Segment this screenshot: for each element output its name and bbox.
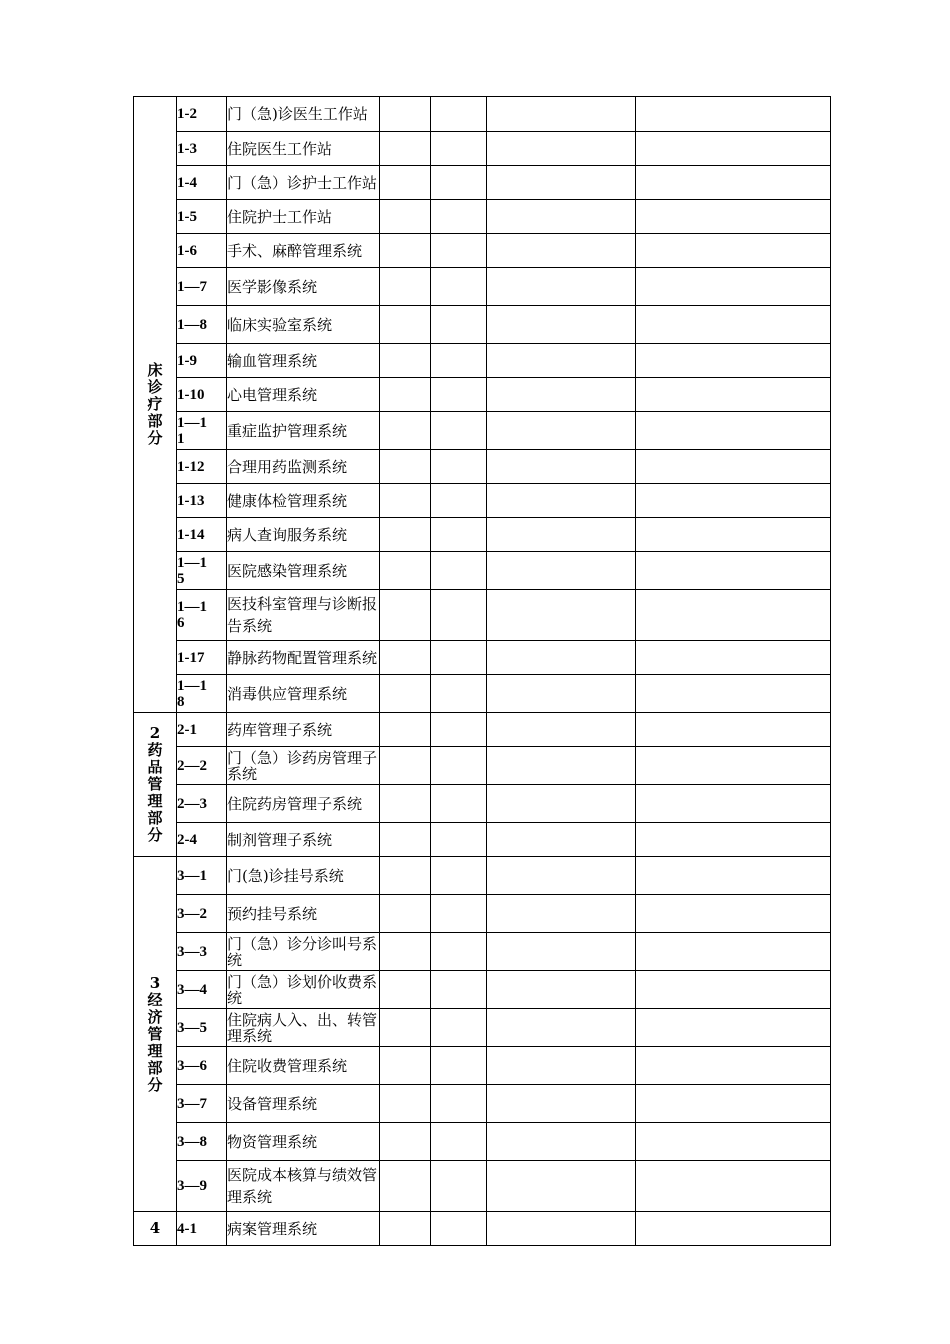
blank-cell xyxy=(431,1161,487,1212)
item-name: 住院病人入、出、转管理系统 xyxy=(227,1009,380,1047)
blank-cell xyxy=(487,933,636,971)
blank-cell xyxy=(636,971,831,1009)
blank-cell xyxy=(380,971,431,1009)
section-cell xyxy=(134,713,177,857)
item-code: 1—18 xyxy=(177,675,227,713)
blank-cell xyxy=(487,200,636,234)
item-code: 1—8 xyxy=(177,306,227,344)
item-code: 1-6 xyxy=(177,234,227,268)
item-name: 设备管理系统 xyxy=(227,1085,380,1123)
item-code: 1—7 xyxy=(177,268,227,306)
blank-cell xyxy=(487,344,636,378)
item-name: 门（急)诊医生工作站 xyxy=(227,97,380,132)
blank-cell xyxy=(380,1009,431,1047)
blank-cell xyxy=(636,200,831,234)
blank-cell xyxy=(431,518,487,552)
blank-cell xyxy=(431,306,487,344)
blank-cell xyxy=(487,166,636,200)
blank-cell xyxy=(636,234,831,268)
blank-cell xyxy=(380,378,431,412)
blank-cell xyxy=(636,590,831,641)
blank-cell xyxy=(487,1123,636,1161)
blank-cell xyxy=(431,200,487,234)
blank-cell xyxy=(380,306,431,344)
item-name: 临床实验室系统 xyxy=(227,306,380,344)
item-code: 1-14 xyxy=(177,518,227,552)
blank-cell xyxy=(431,378,487,412)
blank-cell xyxy=(487,857,636,895)
blank-cell xyxy=(487,412,636,450)
blank-cell xyxy=(380,747,431,785)
blank-cell xyxy=(431,747,487,785)
item-name: 制剂管理子系统 xyxy=(227,823,380,857)
blank-cell xyxy=(380,713,431,747)
blank-cell xyxy=(487,641,636,675)
item-code: 3—9 xyxy=(177,1161,227,1212)
item-code: 1—16 xyxy=(177,590,227,641)
blank-cell xyxy=(380,933,431,971)
item-code: 1-5 xyxy=(177,200,227,234)
blank-cell xyxy=(636,641,831,675)
item-name: 医院成本核算与绩效管理系统 xyxy=(227,1161,380,1212)
blank-cell xyxy=(431,552,487,590)
item-code: 3—1 xyxy=(177,857,227,895)
blank-cell xyxy=(636,166,831,200)
item-code: 2—2 xyxy=(177,747,227,785)
section-cell xyxy=(134,857,177,1212)
section-label: 2药品管理部分 xyxy=(147,724,163,844)
section-label: 4 xyxy=(149,1219,161,1237)
item-name: 病案管理系统 xyxy=(227,1212,380,1246)
blank-cell xyxy=(431,785,487,823)
blank-cell xyxy=(636,675,831,713)
item-code: 3—3 xyxy=(177,933,227,971)
blank-cell xyxy=(636,132,831,166)
item-name: 合理用药监测系统 xyxy=(227,450,380,484)
item-code: 1-13 xyxy=(177,484,227,518)
blank-cell xyxy=(431,823,487,857)
blank-cell xyxy=(636,1161,831,1212)
blank-cell xyxy=(636,268,831,306)
blank-cell xyxy=(380,412,431,450)
blank-cell xyxy=(380,268,431,306)
blank-cell xyxy=(380,823,431,857)
item-code: 3—7 xyxy=(177,1085,227,1123)
item-name: 门（急）诊分诊叫号系统 xyxy=(227,933,380,971)
item-code: 2—3 xyxy=(177,785,227,823)
section-cell xyxy=(134,97,177,713)
blank-cell xyxy=(487,306,636,344)
blank-cell xyxy=(380,1161,431,1212)
item-name: 门（急）诊护士工作站 xyxy=(227,166,380,200)
item-code: 1—11 xyxy=(177,412,227,450)
item-name: 消毒供应管理系统 xyxy=(227,675,380,713)
item-code: 3—6 xyxy=(177,1047,227,1085)
blank-cell xyxy=(487,1085,636,1123)
blank-cell xyxy=(431,1047,487,1085)
blank-cell xyxy=(636,412,831,450)
blank-cell xyxy=(636,306,831,344)
item-code: 3—2 xyxy=(177,895,227,933)
blank-cell xyxy=(636,1009,831,1047)
item-name: 药库管理子系统 xyxy=(227,713,380,747)
item-code: 3—8 xyxy=(177,1123,227,1161)
blank-cell xyxy=(380,234,431,268)
blank-cell xyxy=(636,552,831,590)
blank-cell xyxy=(380,1085,431,1123)
blank-cell xyxy=(636,895,831,933)
item-code: 3—5 xyxy=(177,1009,227,1047)
blank-cell xyxy=(636,484,831,518)
blank-cell xyxy=(431,1123,487,1161)
blank-cell xyxy=(431,857,487,895)
item-code: 1-4 xyxy=(177,166,227,200)
blank-cell xyxy=(487,1047,636,1085)
blank-cell xyxy=(431,132,487,166)
item-name: 医学影像系统 xyxy=(227,268,380,306)
blank-cell xyxy=(380,200,431,234)
item-code: 1-17 xyxy=(177,641,227,675)
blank-cell xyxy=(431,1085,487,1123)
blank-cell xyxy=(636,518,831,552)
item-name: 输血管理系统 xyxy=(227,344,380,378)
item-name: 医技科室管理与诊断报告系统 xyxy=(227,590,380,641)
blank-cell xyxy=(487,823,636,857)
blank-cell xyxy=(636,713,831,747)
blank-cell xyxy=(487,747,636,785)
blank-cell xyxy=(487,1212,636,1246)
item-code: 2-1 xyxy=(177,713,227,747)
blank-cell xyxy=(636,747,831,785)
blank-cell xyxy=(431,590,487,641)
item-code: 1-9 xyxy=(177,344,227,378)
blank-cell xyxy=(431,641,487,675)
blank-cell xyxy=(487,132,636,166)
blank-cell xyxy=(487,785,636,823)
blank-cell xyxy=(380,895,431,933)
blank-cell xyxy=(487,450,636,484)
blank-cell xyxy=(636,378,831,412)
blank-cell xyxy=(487,97,636,132)
item-name: 门（急）诊划价收费系统 xyxy=(227,971,380,1009)
blank-cell xyxy=(431,450,487,484)
item-name: 心电管理系统 xyxy=(227,378,380,412)
blank-cell xyxy=(380,450,431,484)
blank-cell xyxy=(431,166,487,200)
blank-cell xyxy=(380,785,431,823)
blank-cell xyxy=(636,344,831,378)
blank-cell xyxy=(487,552,636,590)
item-name: 住院护士工作站 xyxy=(227,200,380,234)
blank-cell xyxy=(380,641,431,675)
blank-cell xyxy=(431,412,487,450)
blank-cell xyxy=(487,675,636,713)
blank-cell xyxy=(431,484,487,518)
item-name: 住院药房管理子系统 xyxy=(227,785,380,823)
blank-cell xyxy=(380,857,431,895)
blank-cell xyxy=(380,552,431,590)
section-label: 3经济管理部分 xyxy=(147,973,163,1094)
item-name: 住院医生工作站 xyxy=(227,132,380,166)
blank-cell xyxy=(380,590,431,641)
blank-cell xyxy=(487,378,636,412)
blank-cell xyxy=(487,590,636,641)
item-name: 物资管理系统 xyxy=(227,1123,380,1161)
blank-cell xyxy=(636,1123,831,1161)
blank-cell xyxy=(487,268,636,306)
blank-cell xyxy=(431,895,487,933)
blank-cell xyxy=(636,1047,831,1085)
item-name: 住院收费管理系统 xyxy=(227,1047,380,1085)
blank-cell xyxy=(380,675,431,713)
item-name: 门(急)诊挂号系统 xyxy=(227,857,380,895)
blank-cell xyxy=(487,484,636,518)
blank-cell xyxy=(487,1009,636,1047)
item-code: 2-4 xyxy=(177,823,227,857)
blank-cell xyxy=(380,344,431,378)
system-list-table xyxy=(133,96,831,1246)
item-code: 4-1 xyxy=(177,1212,227,1246)
blank-cell xyxy=(380,132,431,166)
blank-cell xyxy=(636,933,831,971)
section-label: 床诊疗部分 xyxy=(147,361,163,447)
blank-cell xyxy=(487,895,636,933)
item-code: 1-3 xyxy=(177,132,227,166)
item-name: 病人查询服务系统 xyxy=(227,518,380,552)
blank-cell xyxy=(487,971,636,1009)
item-name: 静脉药物配置管理系统 xyxy=(227,641,380,675)
blank-cell xyxy=(431,234,487,268)
item-name: 重症监护管理系统 xyxy=(227,412,380,450)
blank-cell xyxy=(431,675,487,713)
blank-cell xyxy=(380,1123,431,1161)
blank-cell xyxy=(380,1212,431,1246)
item-code: 1—15 xyxy=(177,552,227,590)
blank-cell xyxy=(487,1161,636,1212)
blank-cell xyxy=(431,268,487,306)
blank-cell xyxy=(431,344,487,378)
blank-cell xyxy=(636,1212,831,1246)
item-name: 手术、麻醉管理系统 xyxy=(227,234,380,268)
item-code: 1-2 xyxy=(177,97,227,132)
blank-cell xyxy=(431,713,487,747)
blank-cell xyxy=(431,971,487,1009)
blank-cell xyxy=(380,484,431,518)
blank-cell xyxy=(380,166,431,200)
blank-cell xyxy=(431,1009,487,1047)
blank-cell xyxy=(636,857,831,895)
item-name: 预约挂号系统 xyxy=(227,895,380,933)
blank-cell xyxy=(636,1085,831,1123)
blank-cell xyxy=(431,97,487,132)
blank-cell xyxy=(431,1212,487,1246)
blank-cell xyxy=(487,713,636,747)
item-name: 健康体检管理系统 xyxy=(227,484,380,518)
blank-cell xyxy=(487,234,636,268)
item-name: 门（急）诊药房管理子系统 xyxy=(227,747,380,785)
blank-cell xyxy=(380,97,431,132)
blank-cell xyxy=(636,97,831,132)
blank-cell xyxy=(636,450,831,484)
item-name: 医院感染管理系统 xyxy=(227,552,380,590)
section-cell xyxy=(134,1212,177,1246)
blank-cell xyxy=(636,785,831,823)
blank-cell xyxy=(380,1047,431,1085)
item-code: 1-12 xyxy=(177,450,227,484)
item-code: 3—4 xyxy=(177,971,227,1009)
item-code: 1-10 xyxy=(177,378,227,412)
blank-cell xyxy=(380,518,431,552)
blank-cell xyxy=(636,823,831,857)
blank-cell xyxy=(487,518,636,552)
blank-cell xyxy=(431,933,487,971)
